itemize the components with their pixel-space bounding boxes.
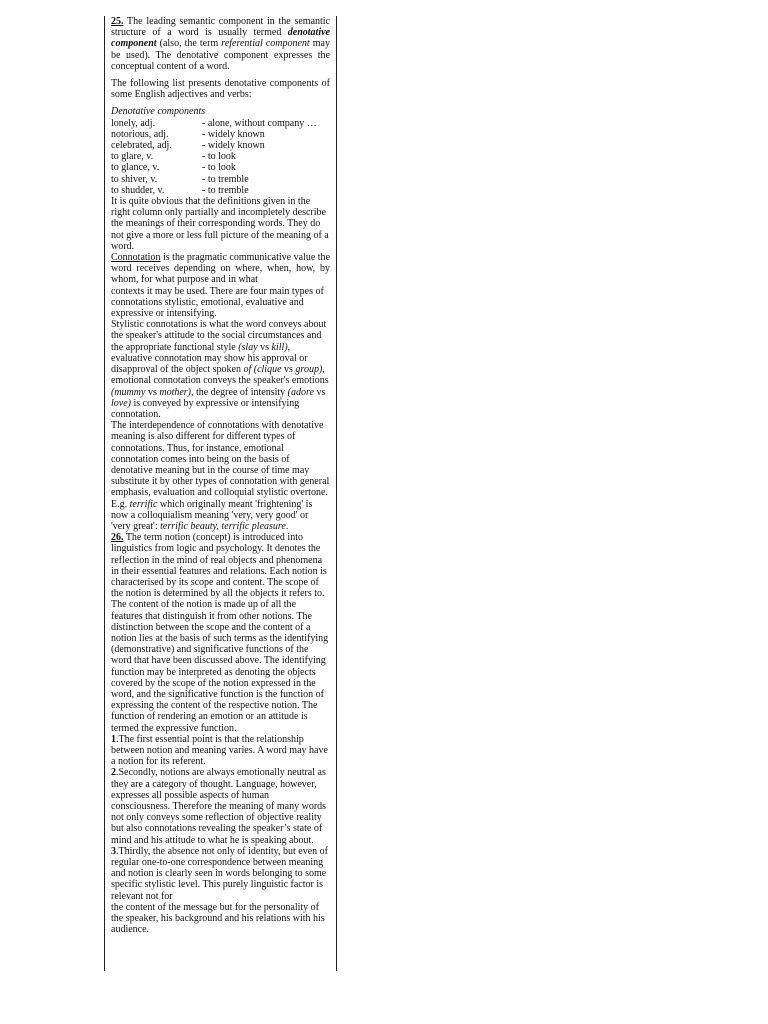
- list-row: [111, 151, 330, 162]
- term-denotative-component: denotative component: [111, 27, 330, 50]
- list-word: to shudder, v.: [111, 184, 165, 196]
- point-3: 3.Thirdly, the absence not only of identity, but even of regular one-to-one correspondence between meaning and notion is clearly seen in words belonging to some specific stylistic level. This purely linguistic factor is relevant not for: [111, 845, 328, 902]
- column-content: [111, 16, 330, 935]
- list-word: notorious, adj.: [111, 128, 169, 140]
- point-2: 2.Secondly, notions are always emotionally neutral as they are a category of thought. Language, however, expresses all possible aspects of human consciousness. Therefore the meaning of many words not only conveys some reflection of objective reality but also connotations revealing the speaker’s state of mind and his attitude to what he is speaking about.: [111, 767, 327, 846]
- section-26-number: 26.: [111, 532, 124, 544]
- list-def: - widely known: [202, 140, 265, 152]
- term-connotation: Connotation: [111, 252, 161, 264]
- term-referential-component: referential component: [221, 38, 310, 50]
- list-def: - to tremble: [202, 173, 249, 185]
- section-26-intro: 26. The term notion (concept) is introduced into linguistics from logic and psychology. It denotes the reflection in the mind of real objects and phenomena in their essential features and relations. Each notion is characterised by its scope and content. The scope of the notion is determined by all the objects it refers to. The content of the notion is made up of all the features that distinguish it from other notions. The distinction between the scope and the content of a notion lies at the basis of such terms as the identifying (demonstrative) and significative functions of the word that have been discussed above. The identifying function may be interpreted as denoting the objects covered by the scope of the notion expressed in the word, and the significative function is the function of expressing the content of the respective notion. The function of rendering an emotion or an attitude is termed the expressive function.: [111, 532, 329, 734]
- section-25-intro: 25. The leading semantic component in the semantic structure of a word is usually termed denotative component (also, the term referential component may be used). The denotative component expresses the conceptual content of a word.: [111, 16, 330, 72]
- list-def: - alone, without company …: [202, 117, 317, 129]
- point-1: 1.The first essential point is that the relationship between notion and meaning varies. A word may have a notion for its referent.: [111, 733, 328, 768]
- list-word: to glare, v.: [111, 151, 154, 163]
- list-def: - to look: [202, 151, 236, 163]
- list-title: Denotative components: [111, 106, 206, 118]
- list-def: - to look: [202, 162, 236, 174]
- list-row: [111, 129, 330, 140]
- list-word: to shiver, v.: [111, 173, 158, 185]
- list-word: to glance, v.: [111, 162, 160, 174]
- list-word: lonely, adj.: [111, 117, 156, 129]
- denotative-list: [111, 118, 330, 196]
- list-def: - widely known: [202, 128, 265, 140]
- list-word: celebrated, adj.: [111, 140, 172, 152]
- closing-paragraph: the content of the message but for the personality of the speaker, his background and his relations with his audience.: [111, 901, 325, 936]
- text-column: [104, 16, 337, 971]
- list-row: [111, 185, 330, 196]
- list-row: [111, 140, 330, 151]
- list-row: [111, 174, 330, 185]
- interdependence-paragraph: The interdependence of connotations with denotative meaning is also different for different types of connotations. Thus, for instance, emotional connotation comes into being on the basis of denotative meaning but in the course of time may substitute it by other types of connotation with general emphasis, evaluation and colloquial stylistic overtone. E.g. terrific which originally meant 'frightening' is now a colloquialism meaning 'very, very good' or 'very great': terrific beauty, terrific pleasure.: [111, 420, 330, 532]
- list-row: [111, 118, 330, 129]
- list-intro: The following list presents denotative components of some English adjectives and verbs:: [111, 78, 330, 101]
- connotation-paragraph: Connotation is the pragmatic communicative value the word receives depending on where, when, how, by whom, for what purpose and in what: [111, 252, 330, 286]
- definitions-comment: It is quite obvious that the definitions given in the right column only partially and incompletely describe the meanings of their corresponding words. They do not give a more or less full picture of the meaning of a word.: [111, 196, 329, 252]
- list-row: [111, 162, 330, 173]
- connotation-examples: Stylistic connotations is what the word conveys about the speaker's attitude to the social circumstances and the appropriate functional style (slay vs kill), evaluative connotation may show his approval or disapproval of the object spoken of (clique vs group), emotional connotation conveys the speaker's emotions (mummy vs mother), the degree of intensity (adore vs love) is conveyed by expressive or intensifying connotation.: [111, 319, 329, 420]
- section-25-number: 25.: [111, 16, 124, 27]
- connotation-types: contexts it may be used. There are four main types of connotations stylistic, emotional, evaluative and expressive or intensifying.: [111, 285, 324, 320]
- list-def: - to tremble: [202, 184, 249, 196]
